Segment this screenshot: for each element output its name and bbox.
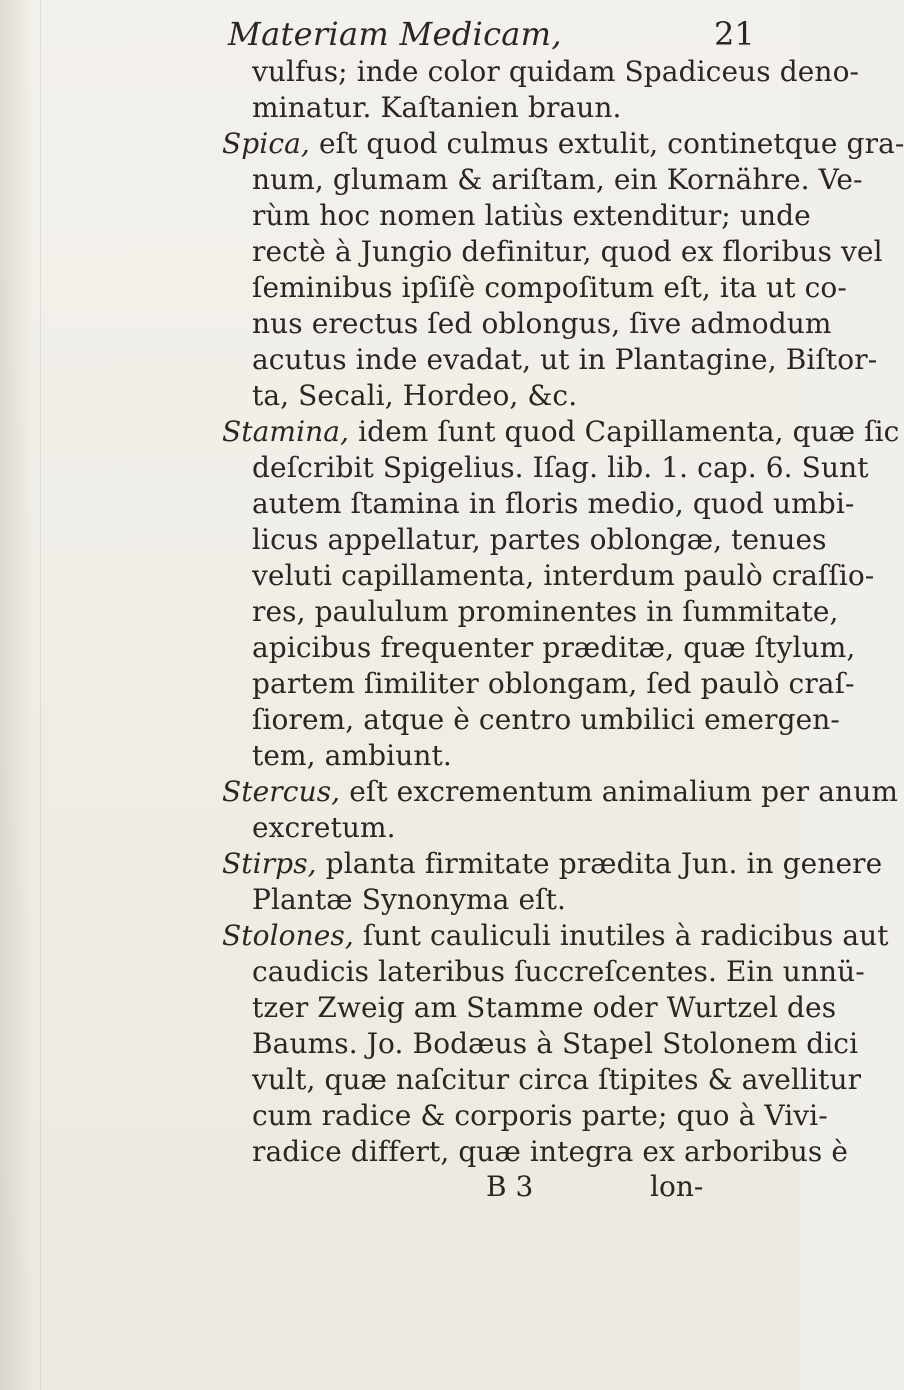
text-line: res, paululum prominentes in ſummitate, <box>252 595 839 628</box>
text-line: ta, Secali, Hordeo, &c. <box>252 379 578 412</box>
entry-line-spica: Spica, eſt quod culmus extulit, continetque gra- <box>222 127 904 160</box>
text-line: num, glumam & ariſtam, ein Kornähre. Ve- <box>252 163 863 196</box>
catchword: lon- <box>650 1170 704 1203</box>
text-line: rectè à Jungio definitur, quod ex floribus vel <box>252 235 883 268</box>
entry-term: Stolones, <box>222 919 354 952</box>
text-line: Plantæ Synonyma eſt. <box>252 883 566 916</box>
text-line: tzer Zweig am Stamme oder Wurtzel des <box>252 991 837 1024</box>
text-line: partem ſimiliter oblongam, ſed paulò craſ- <box>252 667 855 700</box>
entry-line-stamina: Stamina, idem ſunt quod Capillamenta, quæ ſic <box>222 415 900 448</box>
text-line: excretum. <box>252 811 396 844</box>
text-line: vulfus; inde color quidam Spadiceus deno- <box>252 55 860 88</box>
text-line: Baums. Jo. Bodæus à Stapel Stolonem dici <box>252 1027 859 1060</box>
entry-line-stirps: Stirps, planta firmitate prædita Jun. in genere <box>222 847 883 880</box>
text-line: nus erectus ſed oblongus, ſive admodum <box>252 307 832 340</box>
text-line: acutus inde evadat, ut in Plantagine, Biſtor- <box>252 343 878 376</box>
entry-line-stercus: Stercus, eſt excrementum animalium per anum <box>222 775 898 808</box>
text-line: apicibus frequenter præditæ, quæ ſtylum, <box>252 631 856 664</box>
page-footer <box>0 1170 800 1204</box>
text-line: minatur. Kaſtanien braun. <box>252 91 622 124</box>
signature-mark: B 3 <box>486 1170 534 1203</box>
entry-term: Stamina, <box>222 415 350 448</box>
text-line: deſcribit Spigelius. Iſag. lib. 1. cap. 6. Sunt <box>252 451 869 484</box>
entry-term: Spica, <box>222 127 310 160</box>
text-line: ſeminibus ipſiſè compoſitum eſt, ita ut co- <box>252 271 847 304</box>
page-number: 21 <box>714 15 755 53</box>
entry-term: Stercus, <box>222 775 341 808</box>
text-line: rùm hoc nomen latiùs extenditur; unde <box>252 199 811 232</box>
text-line: licus appellatur, partes oblongæ, tenues <box>252 523 827 556</box>
text-line: ſiorem, atque è centro umbilici emergen- <box>252 703 840 736</box>
text-line: autem ſtamina in floris medio, quod umbi- <box>252 487 855 520</box>
running-head <box>0 14 800 54</box>
text-line: cum radice & corporis parte; quo à Vivi- <box>252 1099 828 1132</box>
text-body <box>0 54 904 1204</box>
text-line: tem, ambiunt. <box>252 739 452 772</box>
text-line: radice differt, quæ integra ex arboribus è <box>252 1135 849 1168</box>
entry-line-stolones: Stolones, ſunt cauliculi inutiles à radicibus aut <box>222 919 889 952</box>
entry-term: Stirps, <box>222 847 317 880</box>
text-line: veluti capillamenta, interdum paulò craſſio- <box>252 559 875 592</box>
text-line: caudicis lateribus ſuccreſcentes. Ein unnü- <box>252 955 865 988</box>
running-title: Materiam Medicam, <box>228 15 562 53</box>
text-line: vult, quæ naſcitur circa ſtipites & avellitur <box>252 1063 862 1096</box>
